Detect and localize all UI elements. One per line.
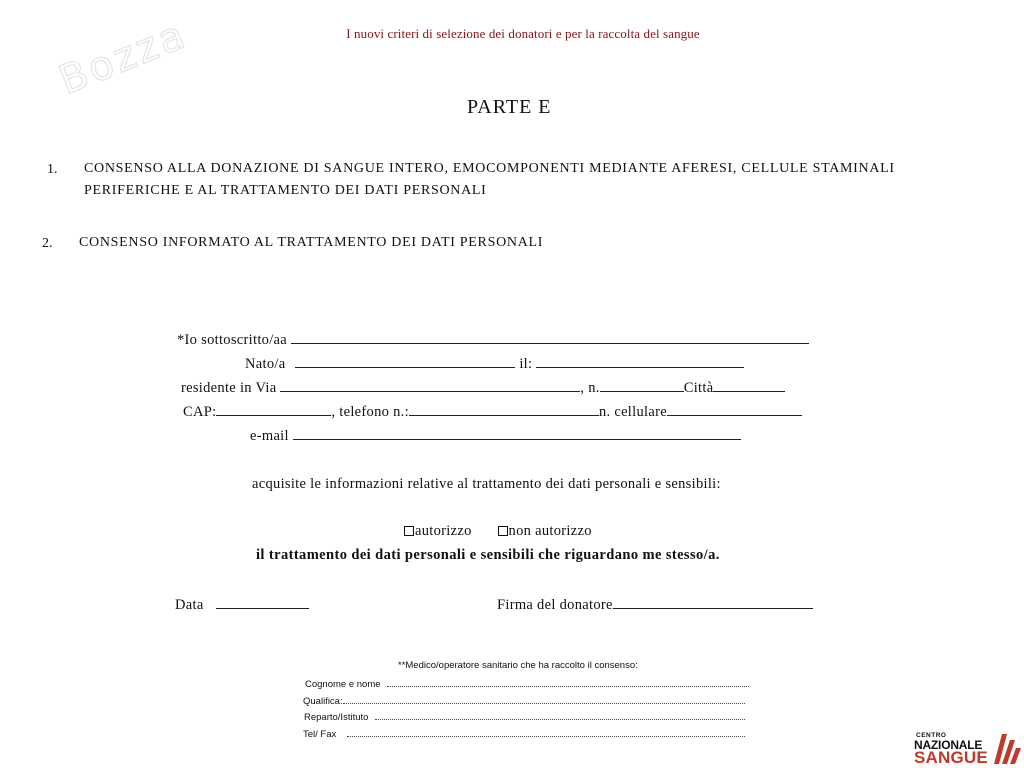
signature-row [497, 596, 813, 614]
non-autorizzo-label: non autorizzo [508, 523, 592, 539]
medico-title: **Medico/operatore sanitario che ha raccolto il consenso: [398, 660, 638, 671]
email-field[interactable] [293, 427, 741, 440]
logo-line-nazionale: NAZIONALE [914, 738, 983, 752]
medico-row-qualifica [303, 695, 745, 707]
trattamento-statement: il trattamento dei dati personali e sensibili che riguardano me stesso/a. [256, 547, 720, 563]
residente-label: residente in Via [181, 380, 277, 396]
form-row-email [250, 427, 741, 445]
section-2-number: 2. [42, 236, 53, 251]
mobile-field[interactable] [667, 403, 802, 416]
draft-watermark: Bozza [52, 11, 194, 105]
sottoscritto-label: *Io sottoscritto/aa [177, 332, 287, 348]
city-label: Città [683, 380, 714, 396]
il-label: il: [519, 356, 533, 372]
tel-label: Tel/ Fax [303, 729, 337, 740]
autorizzo-checkbox[interactable] [404, 526, 414, 536]
cap-label: CAP: [183, 404, 217, 420]
cap-field[interactable] [216, 403, 331, 416]
date-row [175, 596, 309, 614]
section-1-title-line2: PERIFERICHE E AL TRATTAMENTO DEI DATI PERSONALI [84, 183, 487, 198]
date-field[interactable] [216, 596, 309, 609]
acquisite-statement: acquisite le informazioni relative al trattamento dei dati personali e sensibili: [252, 476, 721, 492]
birthdate-field[interactable] [536, 355, 744, 368]
street-field[interactable] [280, 379, 580, 392]
email-label: e-mail [250, 428, 289, 444]
logo-line-centro: CENTRO [916, 732, 947, 739]
medico-row-reparto [304, 711, 745, 723]
section-2-title: CONSENSO INFORMATO AL TRATTAMENTO DEI DATI PERSONALI [79, 235, 544, 250]
medico-row-cognome [305, 678, 749, 690]
city-field[interactable] [713, 379, 785, 392]
data-label: Data [175, 597, 204, 613]
medico-phone-field[interactable] [347, 728, 745, 737]
reparto-label: Reparto/Istituto [304, 712, 369, 723]
medico-department-field[interactable] [375, 711, 745, 720]
centro-nazionale-sangue-logo [914, 730, 1024, 766]
section-1-number: 1. [47, 162, 58, 177]
blood-drop-icon [988, 730, 1022, 766]
medico-row-tel [303, 728, 745, 740]
form-row-residenza [181, 379, 785, 397]
nato-label: Nato/a [245, 356, 286, 372]
non-autorizzo-checkbox[interactable] [498, 526, 508, 536]
birthplace-field[interactable] [295, 355, 515, 368]
autorizzo-label: autorizzo [415, 523, 472, 539]
medico-qualification-field[interactable] [343, 695, 745, 704]
form-row-sottoscritto [177, 331, 809, 349]
signature-field[interactable] [613, 596, 813, 609]
section-1-title-line1: CONSENSO ALLA DONAZIONE DI SANGUE INTERO, EMOCOMPONENTI MEDIANTE AFERESI, CELLULE STAMINALI [84, 161, 895, 176]
telefono-label: , telefono n.: [331, 404, 409, 420]
part-title: PARTE E [467, 96, 552, 118]
cellulare-label: n. cellulare [598, 404, 667, 420]
sottoscritto-field[interactable] [291, 331, 809, 344]
street-number-field[interactable] [600, 379, 684, 392]
qualifica-label: Qualifica: [303, 696, 343, 707]
street-number-label: , n. [580, 380, 600, 396]
medico-name-field[interactable] [387, 678, 749, 687]
logo-line-sangue: SANGUE [914, 748, 988, 767]
document-header-title: I nuovi criteri di selezione dei donatori e per la raccolta del sangue [346, 26, 700, 41]
consent-options [404, 523, 592, 540]
section-1-title [84, 158, 895, 202]
firma-label: Firma del donatore [497, 597, 613, 613]
form-row-nascita [245, 355, 744, 373]
form-row-contatti [183, 403, 802, 421]
cognome-label: Cognome e nome [305, 679, 381, 690]
phone-field[interactable] [409, 403, 599, 416]
